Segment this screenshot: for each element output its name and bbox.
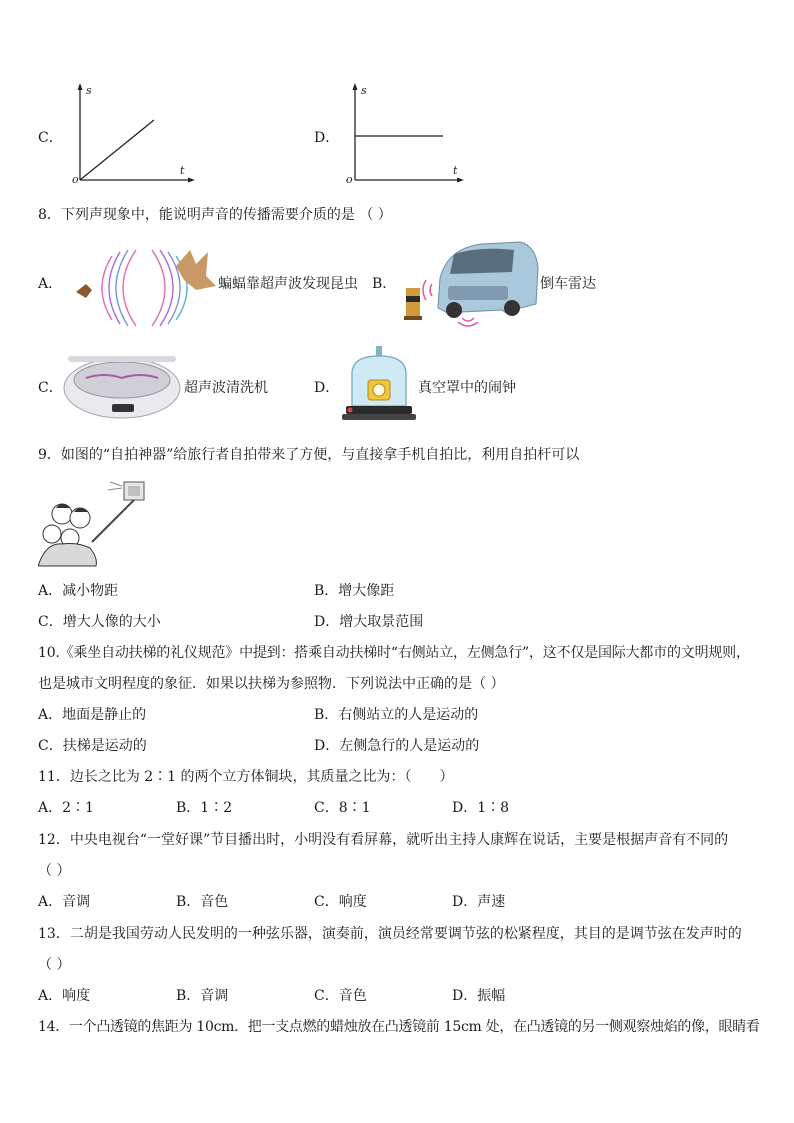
q8-stem: 8．下列声现象中，能说明声音的传播需要介质的是 （ ） <box>38 207 392 223</box>
q7-c-axis-s: s <box>86 84 92 97</box>
q10-option-d: D．左侧急行的人是运动的 <box>314 738 480 754</box>
q10-stem-line2: 也是城市文明程度的象征．如果以扶梯为参照物．下列说法中正确的是（ ） <box>38 676 505 692</box>
q8-option-b-label: B． <box>372 276 397 292</box>
q8-option-a-label: A． <box>38 276 63 292</box>
q7-d-axis-s: s <box>361 84 367 97</box>
q9-stem: 9．如图的“自拍神器”给旅行者自拍带来了方便，与直接拿手机自拍比，利用自拍杆可以 <box>38 447 580 463</box>
q7-graph-c <box>68 82 198 190</box>
q13-stem-line2: （ ） <box>38 957 71 973</box>
q10-option-b: B．右侧站立的人是运动的 <box>314 707 479 723</box>
q10-option-c: C．扶梯是运动的 <box>38 738 147 754</box>
q9-option-c: C．增大人像的大小 <box>38 614 161 630</box>
q11-option-c: C．8∶1 <box>314 800 371 816</box>
selfie-stick-image <box>38 478 164 568</box>
q7-option-d-label: D． <box>314 130 340 146</box>
q8-option-b-text: 倒车雷达 <box>540 276 596 292</box>
q13-option-c: C．音色 <box>314 988 367 1004</box>
ultrasonic-cleaner-image <box>60 348 184 424</box>
q7-graph-d <box>343 82 467 190</box>
q7-d-origin: o <box>346 173 353 186</box>
vacuum-bell-jar-image <box>340 344 418 428</box>
q7-c-origin: o <box>72 173 79 186</box>
q9-option-d: D．增大取景范围 <box>314 614 424 630</box>
q13-option-b: B．音调 <box>176 988 229 1004</box>
q8-option-c-label: C． <box>38 380 63 396</box>
q11-option-b: B．1∶2 <box>176 800 233 816</box>
q14-stem: 14．一个凸透镜的焦距为 10cm．把一支点燃的蜡烛放在凸透镜前 15cm 处，在凸透镜的另一侧观察烛焰的像，眼睛看 <box>38 1019 760 1035</box>
q9-option-a: A．减小物距 <box>38 583 119 599</box>
q7-c-axis-t: t <box>180 164 185 177</box>
q10-stem-line1: 10.《乘坐自动扶梯的礼仪规范》中提到：搭乘自动扶梯时“右侧站立，左侧急行”，这不仅是国际大都市的文明规则， <box>38 645 750 661</box>
q12-stem-line2: （ ） <box>38 863 71 879</box>
q8-option-a-text: 蝙蝠靠超声波发现昆虫 <box>218 276 358 292</box>
q11-option-d: D．1∶8 <box>452 800 510 816</box>
q8-option-d-text: 真空罩中的闹钟 <box>418 380 516 396</box>
q11-option-a: A．2∶1 <box>38 800 94 816</box>
q13-option-a: A．响度 <box>38 988 91 1004</box>
bat-ultrasound-image <box>72 246 218 330</box>
q8-option-d-label: D． <box>314 380 340 396</box>
q10-option-a: A．地面是静止的 <box>38 707 147 723</box>
q8-option-c-text: 超声波清洗机 <box>184 380 268 396</box>
car-radar-image <box>402 238 540 328</box>
q7-d-axis-t: t <box>453 164 458 177</box>
q9-option-b: B．增大像距 <box>314 583 395 599</box>
q12-option-a: A．音调 <box>38 894 91 910</box>
q13-option-d: D．振幅 <box>452 988 506 1004</box>
q12-option-b: B．音色 <box>176 894 229 910</box>
q12-option-d: D．声速 <box>452 894 506 910</box>
q13-stem-line1: 13．二胡是我国劳动人民发明的一种弦乐器，演奏前，演员经常要调节弦的松紧程度，其目的是调节弦在发声时的 <box>38 926 742 942</box>
q12-option-c: C．响度 <box>314 894 367 910</box>
q7-option-c-label: C． <box>38 130 63 146</box>
q11-stem: 11．边长之比为 2∶1 的两个立方体铜块，其质量之比为：（ ） <box>38 769 454 785</box>
q12-stem-line1: 12．中央电视台“一堂好课”节目播出时，小明没有看屏幕，就听出主持人康辉在说话，主要是根据声音有不同的 <box>38 832 729 848</box>
